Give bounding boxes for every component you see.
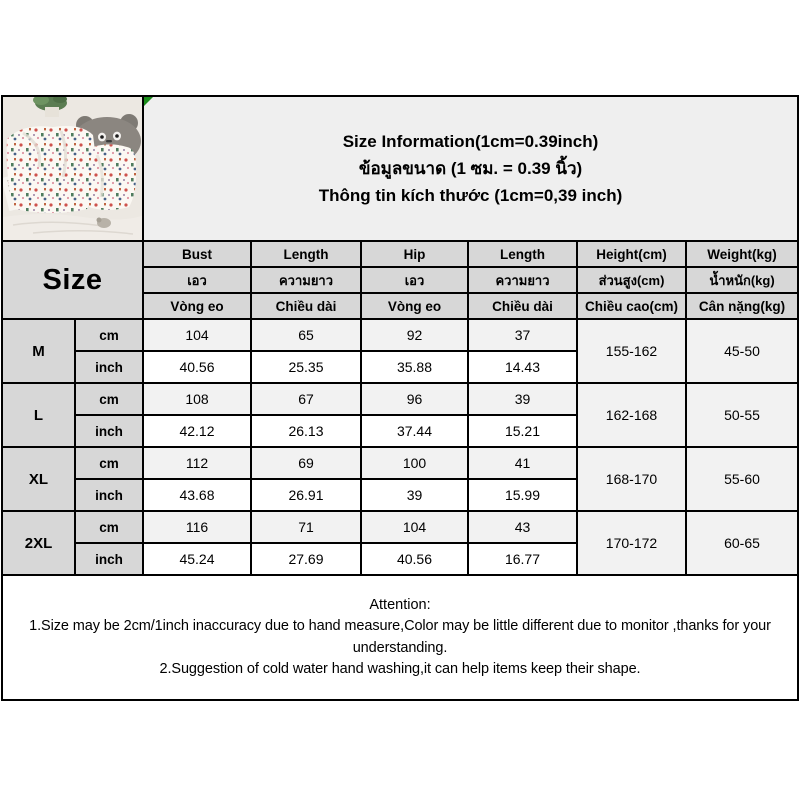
unit-label-inch: inch (75, 543, 143, 575)
unit-label-cm: cm (75, 511, 143, 543)
2xl-hip-inch: 40.56 (361, 543, 468, 575)
unit-label-inch: inch (75, 351, 143, 383)
l-weight: 50-55 (686, 383, 798, 447)
xl-hip-inch: 39 (361, 479, 468, 511)
size-chart-sheet (1, 95, 798, 701)
col-header-length2: Length (468, 241, 577, 267)
l-length-cm: 67 (251, 383, 361, 415)
xl-bust-inch: 43.68 (143, 479, 251, 511)
2xl-length-inch: 27.69 (251, 543, 361, 575)
l-bust-cm: 108 (143, 383, 251, 415)
col-header-bust: Bust (143, 241, 251, 267)
title-cell (143, 96, 798, 241)
title-thai: ข้อมูลขนาด (1 ซม. = 0.39 นิ้ว) (358, 158, 583, 178)
table-row-2xl-cm (2, 511, 798, 543)
xl-length2-cm: 41 (468, 447, 577, 479)
m-hip-inch: 35.88 (361, 351, 468, 383)
unit-label-cm: cm (75, 319, 143, 351)
m-length2-cm: 37 (468, 319, 577, 351)
m-bust-inch: 40.56 (143, 351, 251, 383)
m-bust-cm: 104 (143, 319, 251, 351)
col-header-length: Length (251, 241, 361, 267)
2xl-length2-inch: 16.77 (468, 543, 577, 575)
col-header-height-vi: Chiều cao(cm) (577, 293, 686, 319)
xl-length2-inch: 15.99 (468, 479, 577, 511)
col-header-weight: Weight(kg) (686, 241, 798, 267)
size-label-xl: XL (2, 447, 75, 511)
col-header-length-vi: Chiều dài (251, 293, 361, 319)
unit-label-inch: inch (75, 479, 143, 511)
col-header-weight-th: น้ำหนัก(kg) (686, 267, 798, 293)
xl-bust-cm: 112 (143, 447, 251, 479)
top-row (2, 96, 798, 241)
xl-length-cm: 69 (251, 447, 361, 479)
l-length2-inch: 15.21 (468, 415, 577, 447)
m-length-inch: 25.35 (251, 351, 361, 383)
green-corner-flag-icon (144, 97, 153, 106)
attention-title: Attention: (369, 597, 431, 614)
attention-item-1: 1.Size may be 2cm/1inch inaccuracy due to hand measure,Color may be little different due to monitor ,thanks for your understanding. (29, 618, 771, 656)
m-weight: 45-50 (686, 319, 798, 383)
col-header-hip-vi: Vòng eo (361, 293, 468, 319)
m-length2-inch: 14.43 (468, 351, 577, 383)
attention-row (2, 575, 798, 700)
2xl-length2-cm: 43 (468, 511, 577, 543)
col-header-height-th: ส่วนสูง(cm) (577, 267, 686, 293)
attention-item-2: 2.Suggestion of cold water hand washing,it can help items keep their shape. (159, 660, 641, 677)
table-row-xl-cm (2, 447, 798, 479)
col-header-height: Height(cm) (577, 241, 686, 267)
size-header: Size (2, 241, 143, 319)
l-hip-inch: 37.44 (361, 415, 468, 447)
2xl-length-cm: 71 (251, 511, 361, 543)
2xl-bust-cm: 116 (143, 511, 251, 543)
col-header-bust-vi: Vòng eo (143, 293, 251, 319)
table-row-m-cm (2, 319, 798, 351)
col-header-hip-th: เอว (361, 267, 468, 293)
l-length2-cm: 39 (468, 383, 577, 415)
table-row-l-cm (2, 383, 798, 415)
xl-hip-cm: 100 (361, 447, 468, 479)
2xl-weight: 60-65 (686, 511, 798, 575)
m-length-cm: 65 (251, 319, 361, 351)
product-photo (3, 97, 143, 240)
l-length-inch: 26.13 (251, 415, 361, 447)
2xl-bust-inch: 45.24 (143, 543, 251, 575)
m-hip-cm: 92 (361, 319, 468, 351)
m-height: 155-162 (577, 319, 686, 383)
xl-weight: 55-60 (686, 447, 798, 511)
l-hip-cm: 96 (361, 383, 468, 415)
unit-label-inch: inch (75, 415, 143, 447)
2xl-height: 170-172 (577, 511, 686, 575)
col-header-length-th: ความยาว (251, 267, 361, 293)
size-label-l: L (2, 383, 75, 447)
unit-label-cm: cm (75, 383, 143, 415)
xl-length-inch: 26.91 (251, 479, 361, 511)
l-bust-inch: 42.12 (143, 415, 251, 447)
title-stack (144, 97, 797, 240)
col-header-hip: Hip (361, 241, 468, 267)
title-english: Size Information(1cm=0.39inch) (342, 131, 599, 151)
product-photo-cell (2, 96, 143, 241)
title-vietnamese: Thông tin kích thước (1cm=0,39 inch) (318, 186, 623, 206)
attention-cell (2, 575, 798, 700)
2xl-hip-cm: 104 (361, 511, 468, 543)
size-label-m: M (2, 319, 75, 383)
col-header-weight-vi: Cân nặng(kg) (686, 293, 798, 319)
col-header-length2-th: ความยาว (468, 267, 577, 293)
size-table (1, 95, 799, 701)
l-height: 162-168 (577, 383, 686, 447)
xl-height: 168-170 (577, 447, 686, 511)
size-label-2xl: 2XL (2, 511, 75, 575)
unit-label-cm: cm (75, 447, 143, 479)
header-row-english (2, 241, 798, 267)
col-header-length2-vi: Chiều dài (468, 293, 577, 319)
col-header-bust-th: เอว (143, 267, 251, 293)
